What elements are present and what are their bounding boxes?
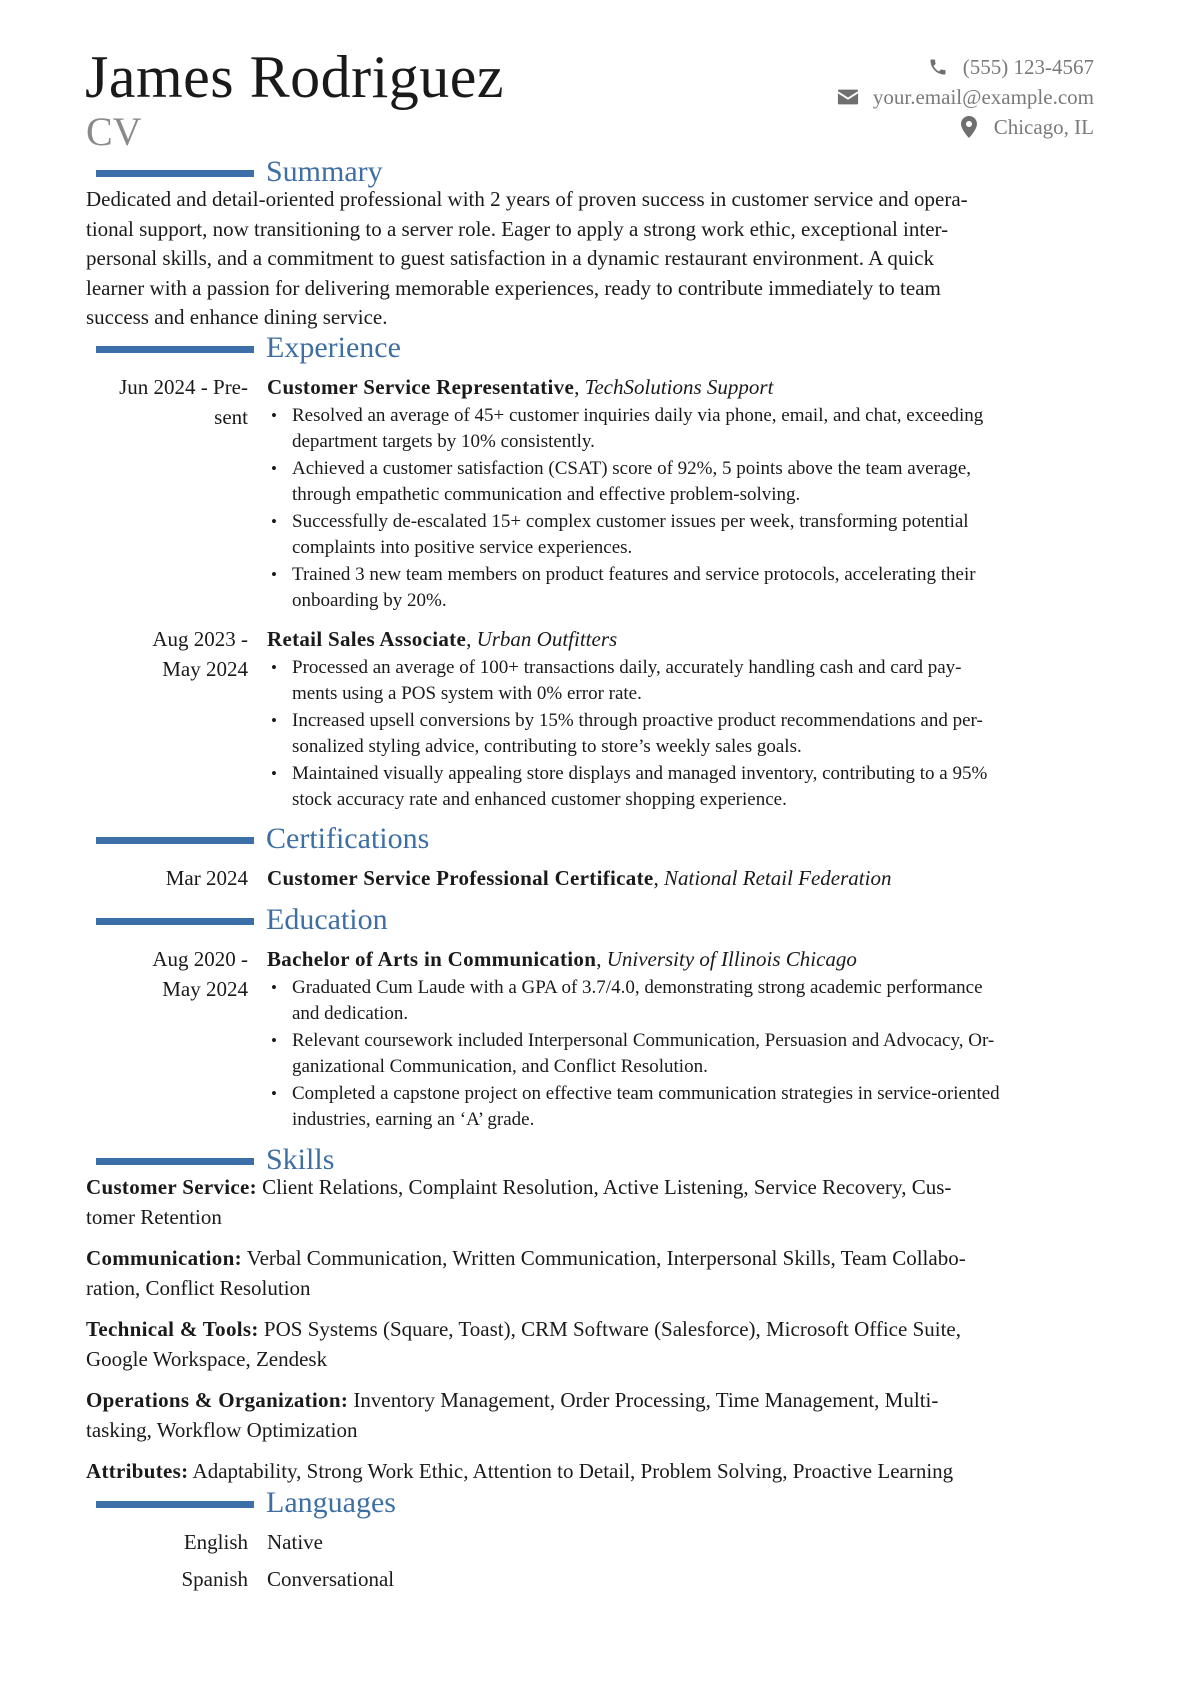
skill-line	[86, 1386, 1108, 1416]
phone-icon	[925, 56, 951, 78]
entry-heading: Customer Service Professional Certificate, National Retail Federation	[267, 866, 892, 890]
date-line: Jun 2024 - Pre-	[119, 375, 248, 399]
bullet-item	[267, 509, 1109, 562]
bullet-item	[267, 655, 1109, 708]
candidate-name: James Rodriguez	[85, 44, 505, 110]
skill-line: tasking, Workflow Optimization	[86, 1417, 358, 1442]
section-title: Summary	[266, 155, 383, 188]
skill-category: Attributes:	[86, 1459, 189, 1483]
skill-values: Client Relations, Complaint Resolution, Active Listening, Service Recovery, Cus-	[256, 1175, 952, 1199]
bullet-line: department targets by 10% consistently.	[292, 431, 595, 452]
language-name: Spanish	[181, 1567, 248, 1591]
bullet-line: ments using a POS system with 0% error rate.	[292, 683, 642, 704]
section-title: Education	[266, 903, 388, 936]
section-accent-bar	[96, 837, 254, 844]
bullet-list	[267, 403, 1109, 615]
date-line: May 2024	[162, 976, 248, 1001]
bullet-item	[267, 708, 1109, 761]
skill-values: Inventory Management, Order Processing, Time Management, Multi-	[348, 1388, 939, 1412]
skill-line	[86, 1244, 1108, 1274]
contact-location	[835, 112, 1094, 142]
summary-line: tional support, now transitioning to a server role. Eager to apply a strong work ethic, exceptional inter-	[86, 216, 949, 241]
contact-email	[835, 82, 1094, 112]
language-level: Native	[267, 1530, 323, 1554]
institution: University of Illinois Chicago	[606, 947, 857, 971]
date-line: May 2024	[162, 656, 248, 681]
bullet-line: • Maintained visually appealing store displays and managed inventory, contributing to a 95%	[292, 762, 988, 784]
skill-group	[86, 1173, 1108, 1232]
bullet-item	[267, 562, 1109, 615]
bullet-line: • Achieved a customer satisfaction (CSAT) score of 92%, 5 points above the team average,	[292, 457, 972, 479]
section-title: Skills	[266, 1143, 335, 1176]
bullet-line: onboarding by 20%.	[292, 590, 447, 611]
section-accent-bar	[96, 170, 254, 177]
entry-body	[267, 945, 1109, 1134]
bullet-line: sonalized styling advice, contributing to store’s weekly sales goals.	[292, 736, 802, 757]
bullet-line: and dedication.	[292, 1003, 409, 1024]
bullet-line: through empathetic communication and effective problem-solving.	[292, 484, 801, 505]
entry-date	[86, 945, 248, 1004]
bullet-line: • Trained 3 new team members on product features and service protocols, accelerating their	[292, 563, 976, 585]
contact-location-text: Chicago, IL	[993, 114, 1094, 139]
entry-date	[86, 625, 248, 684]
contact-phone-text[interactable]: (555) 123-4567	[962, 54, 1094, 79]
contact-phone	[835, 52, 1094, 82]
bullet-line: industries, earning an ‘A’ grade.	[292, 1109, 535, 1130]
summary-line: personal skills, and a commitment to guest satisfaction in a dynamic restaurant environment. A quick	[86, 246, 934, 270]
entry-date: Mar 2024	[165, 866, 248, 890]
skill-line: ration, Conflict Resolution	[86, 1275, 311, 1300]
bullet-line: • Successfully de-escalated 15+ complex customer issues per week, transforming potential	[292, 510, 969, 532]
section-accent-bar	[96, 918, 254, 925]
skill-line	[86, 1173, 1108, 1203]
bullet-line: • Relevant coursework included Interpersonal Communication, Persuasion and Advocacy, Or-	[292, 1029, 995, 1051]
employer: TechSolutions Support	[584, 375, 774, 399]
skill-group	[86, 1244, 1108, 1303]
bullet-item	[267, 761, 1109, 814]
skill-category: Operations & Organization:	[86, 1388, 349, 1412]
section-accent-bar	[96, 1158, 254, 1165]
bullet-line: • Resolved an average of 45+ customer inquiries daily via phone, email, and chat, exceeding	[292, 404, 984, 426]
skill-group	[86, 1315, 1108, 1374]
section-title: Experience	[266, 331, 401, 364]
language-row	[86, 1528, 686, 1558]
bullet-list	[267, 655, 1109, 814]
date-line: Aug 2020 -	[152, 947, 248, 971]
skill-values: Adaptability, Strong Work Ethic, Attention to Detail, Problem Solving, Proactive Learning	[188, 1459, 954, 1483]
skill-group	[86, 1386, 1108, 1445]
bullet-line: complaints into positive service experiences.	[292, 537, 633, 558]
bullet-item	[267, 456, 1109, 509]
document-label: CV	[86, 109, 142, 154]
summary-line: Dedicated and detail-oriented professional with 2 years of proven success in customer service and opera-	[86, 187, 968, 211]
envelope-icon	[835, 86, 861, 108]
employer: Urban Outfitters	[476, 627, 618, 651]
section-education-heading	[96, 902, 388, 938]
section-accent-bar	[96, 346, 254, 353]
bullet-line: • Graduated Cum Laude with a GPA of 3.7/4.0, demonstrating strong academic performance	[292, 976, 983, 998]
summary-line: success and enhance dining service.	[86, 305, 388, 329]
skill-line	[86, 1457, 1108, 1487]
entry-heading: Bachelor of Arts in Communication, University of Illinois Chicago	[267, 947, 857, 971]
skill-category: Customer Service:	[86, 1175, 257, 1199]
bullet-line: • Processed an average of 100+ transactions daily, accurately handling cash and card pay-	[292, 656, 962, 678]
section-title: Certifications	[266, 822, 430, 855]
language-level: Conversational	[267, 1567, 395, 1591]
entry-heading: Customer Service Representative, TechSolutions Support	[267, 375, 774, 399]
entry-date	[86, 373, 248, 432]
job-title: Customer Service Representative	[267, 375, 575, 399]
bullet-item	[267, 1081, 1109, 1134]
language-row	[86, 1565, 686, 1595]
summary-line: learner with a passion for delivering memorable experiences, ready to contribute immediately to team	[86, 275, 941, 300]
map-pin-icon	[956, 116, 982, 138]
bullet-list	[267, 975, 1109, 1134]
entry-body	[267, 373, 1109, 615]
section-certifications-heading	[96, 821, 429, 857]
skill-values: Verbal Communication, Written Communication, Interpersonal Skills, Team Collabo-	[241, 1246, 966, 1270]
certificate-name: Customer Service Professional Certificate	[267, 866, 654, 890]
skill-category: Technical & Tools:	[86, 1317, 259, 1341]
skill-line: Google Workspace, Zendesk	[86, 1346, 328, 1371]
section-accent-bar	[96, 1501, 254, 1508]
skill-line	[86, 1315, 1108, 1345]
date-line: Aug 2023 -	[152, 627, 248, 651]
contact-block	[835, 52, 1094, 142]
language-name: English	[183, 1530, 248, 1554]
date-line: sent	[214, 404, 248, 429]
bullet-line: ganizational Communication, and Conflict Resolution.	[292, 1056, 708, 1077]
section-experience-heading	[96, 330, 401, 366]
issuer: National Retail Federation	[664, 866, 892, 890]
entry-heading: Retail Sales Associate, Urban Outfitters	[267, 627, 618, 651]
skill-line: tomer Retention	[86, 1204, 222, 1229]
bullet-line: stock accuracy rate and enhanced customer shopping experience.	[292, 789, 787, 810]
job-title: Retail Sales Associate	[267, 627, 467, 651]
bullet-line: • Increased upsell conversions by 15% through proactive product recommendations and per-	[292, 709, 983, 731]
section-languages-heading	[96, 1485, 396, 1521]
summary-text	[86, 185, 1094, 333]
contact-email-text[interactable]: your.email@example.com	[872, 84, 1094, 109]
bullet-item	[267, 1028, 1109, 1081]
skill-values: POS Systems (Square, Toast), CRM Software (Salesforce), Microsoft Office Suite,	[258, 1317, 961, 1341]
skill-category: Communication:	[86, 1246, 242, 1270]
section-title: Languages	[266, 1486, 396, 1519]
skill-group	[86, 1457, 1108, 1487]
degree: Bachelor of Arts in Communication	[267, 947, 597, 971]
bullet-item	[267, 403, 1109, 456]
bullet-line: • Completed a capstone project on effective team communication strategies in service-oriented	[292, 1082, 1000, 1104]
entry-body	[267, 625, 1109, 814]
entry-body	[267, 864, 1109, 894]
bullet-item	[267, 975, 1109, 1028]
